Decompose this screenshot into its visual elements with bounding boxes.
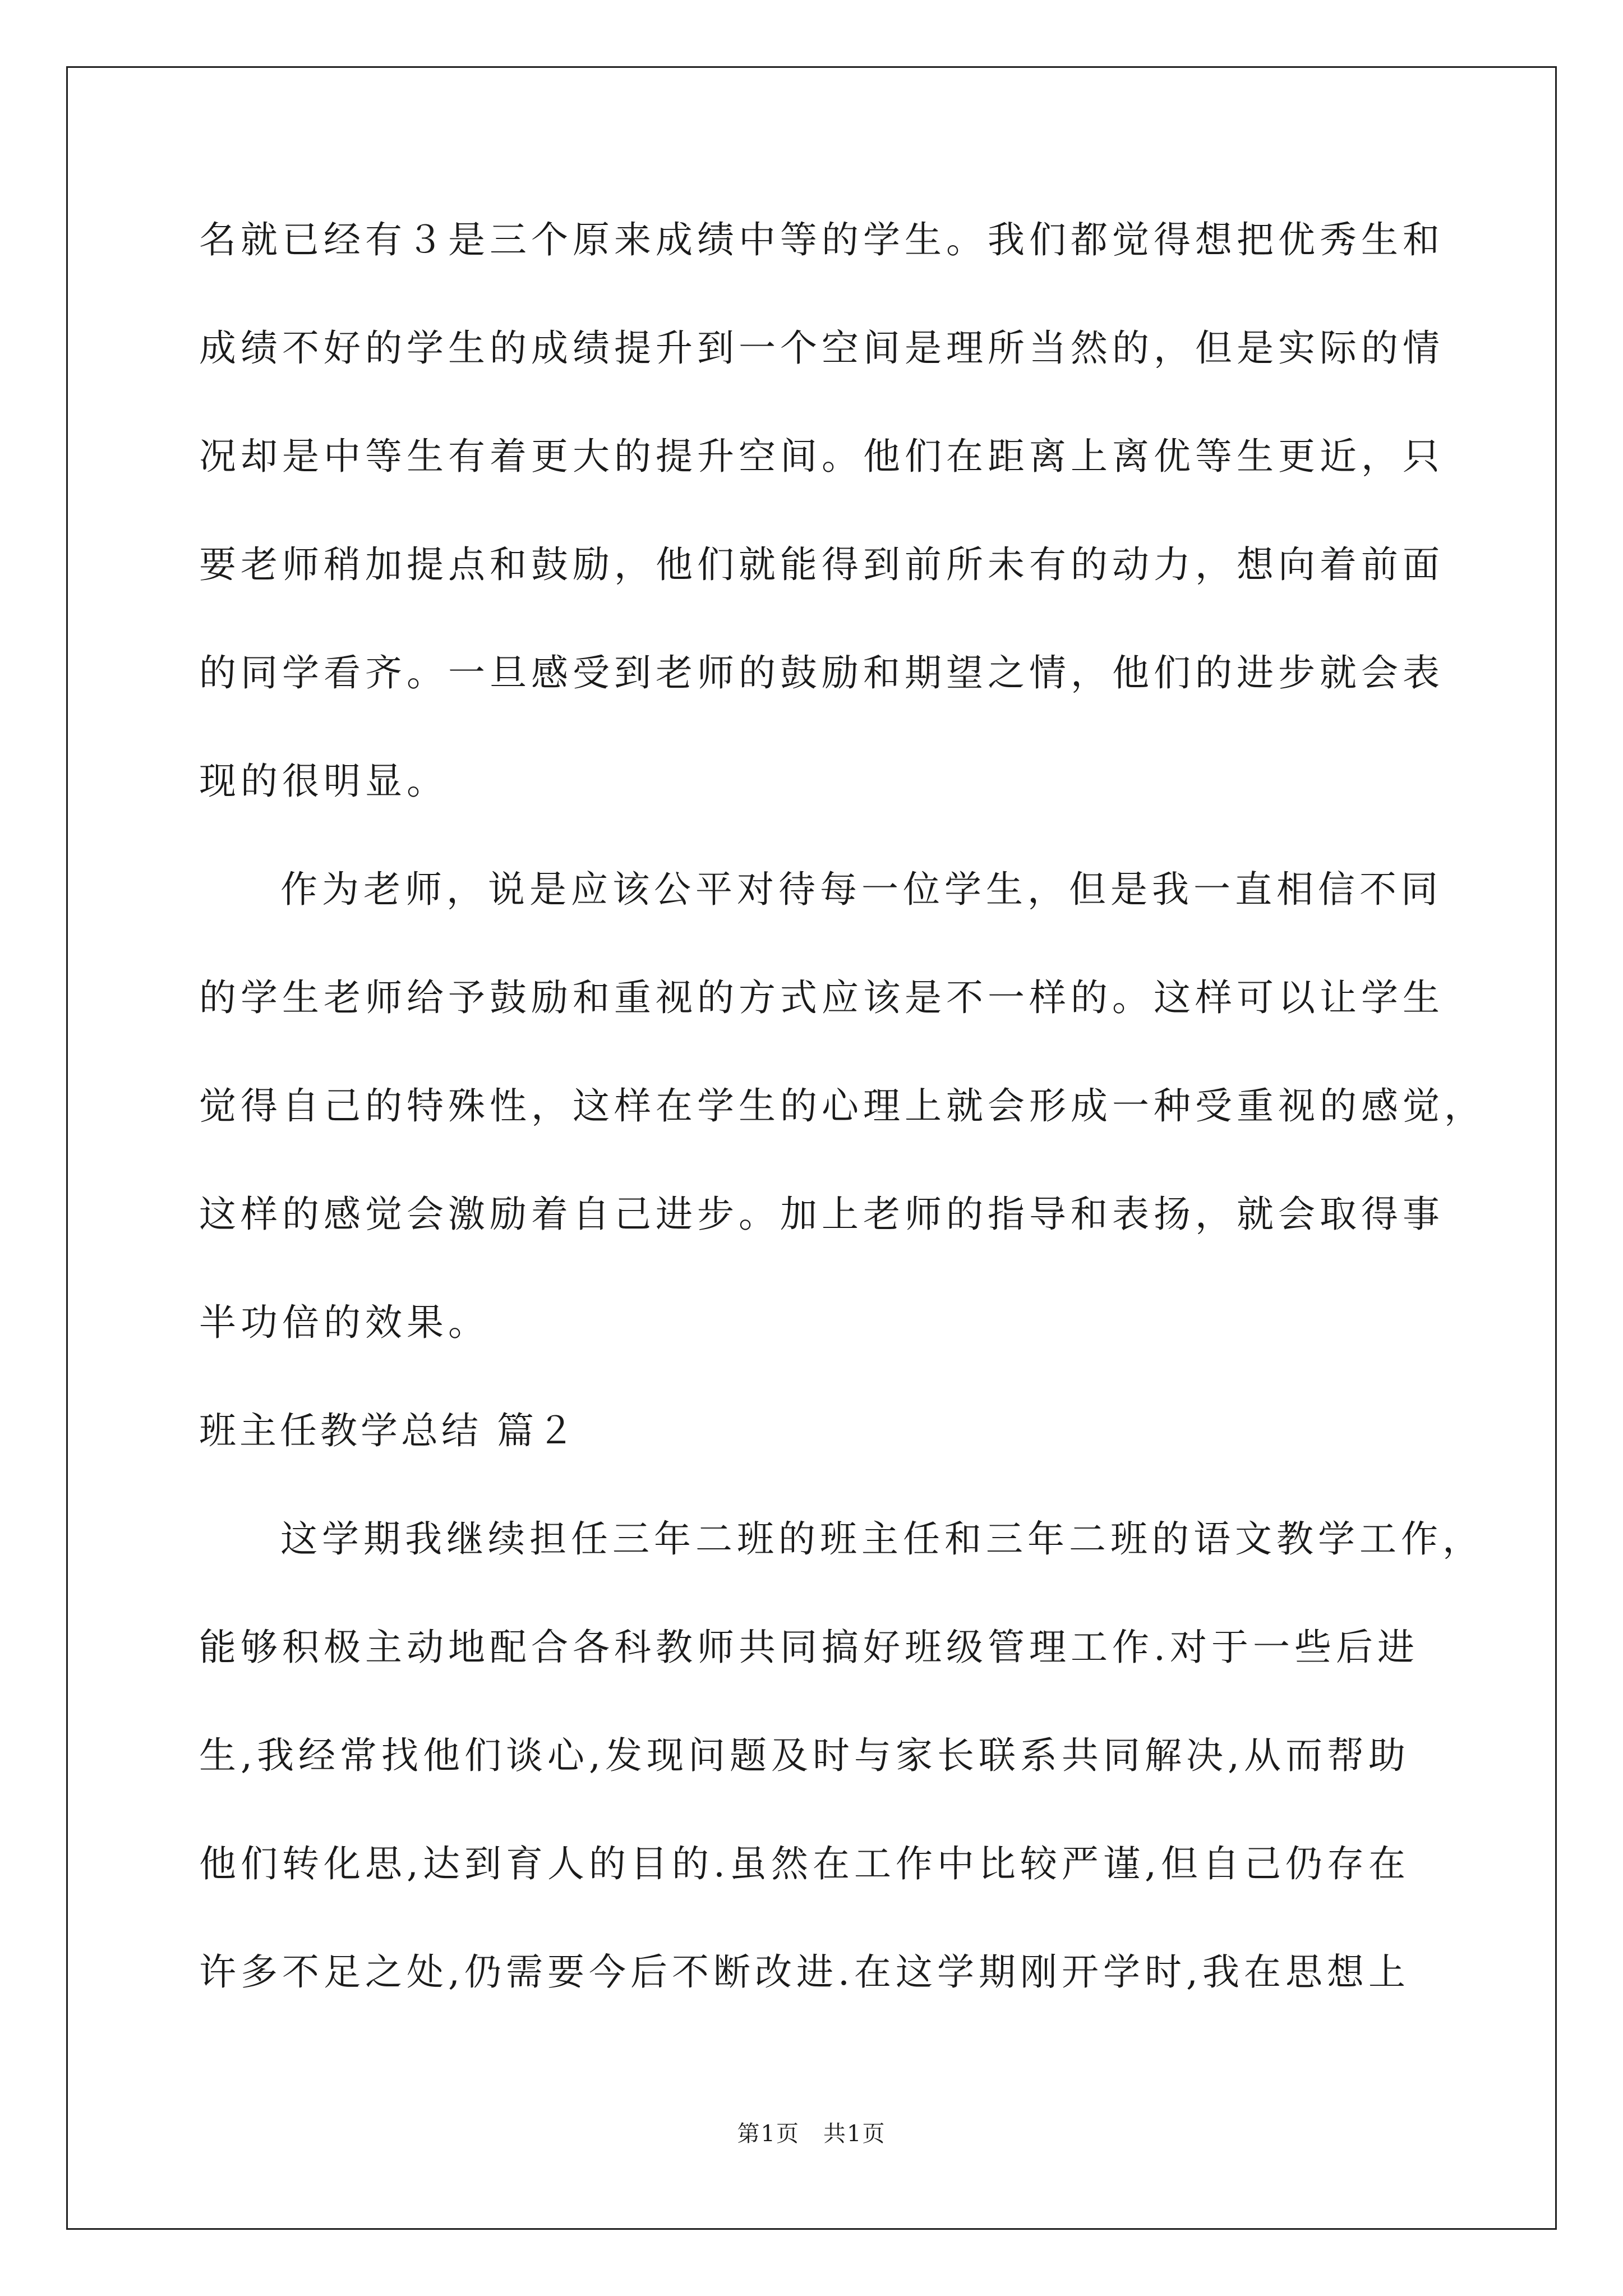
text-line-3: 况却是中等生有着更大的提升空间。他们在距离上离优等生更近，只 xyxy=(199,435,1444,478)
text-line-8: 的学生老师给予鼓励和重视的方式应该是不一样的。这样可以让学生 xyxy=(199,976,1444,1019)
text-line-17: 许多不足之处,仍需要今后不断改进.在这学期刚开学时,我在思想上 xyxy=(199,1950,1410,1994)
page-footer: 第1页 共1页 xyxy=(737,2121,886,2147)
text-line-14: 能够积极主动地配合各科教师共同搞好班级管理工作.对于一些后进 xyxy=(199,1626,1419,1669)
text-line-16: 他们转化思,达到育人的目的.虽然在工作中比较严谨,但自己仍存在 xyxy=(199,1842,1410,1885)
text-line-2: 成绩不好的学生的成绩提升到一个空间是理所当然的，但是实际的情 xyxy=(199,326,1444,370)
text-line-10: 这样的感觉会激励着自己进步。加上老师的指导和表扬，就会取得事 xyxy=(199,1193,1444,1236)
text-line-4: 要老师稍加提点和鼓励，他们就能得到前所未有的动力，想向着前面 xyxy=(199,543,1444,586)
text-line-11: 半功倍的效果。 xyxy=(199,1301,490,1344)
document-body xyxy=(199,218,1486,2062)
text-line-1: 名就已经有３是三个原来成绩中等的学生。我们都觉得想把优秀生和 xyxy=(199,218,1444,261)
text-line-13: 这学期我继续担任三年二班的班主任和三年二班的语文教学工作， xyxy=(280,1517,1484,1561)
text-line-15: 生,我经常找他们谈心,发现问题及时与家长联系共同解决,从而帮助 xyxy=(199,1734,1410,1777)
text-line-9: 觉得自己的特殊性，这样在学生的心理上就会形成一种受重视的感觉， xyxy=(199,1084,1486,1128)
text-line-6: 现的很明显。 xyxy=(199,760,448,803)
section-heading: 班主任教学总结 篇２ xyxy=(199,1409,578,1452)
text-line-5: 的同学看齐。一旦感受到老师的鼓励和期望之情，他们的进步就会表 xyxy=(199,651,1444,694)
text-line-7: 作为老师，说是应该公平对待每一位学生，但是我一直相信不同 xyxy=(280,868,1442,911)
